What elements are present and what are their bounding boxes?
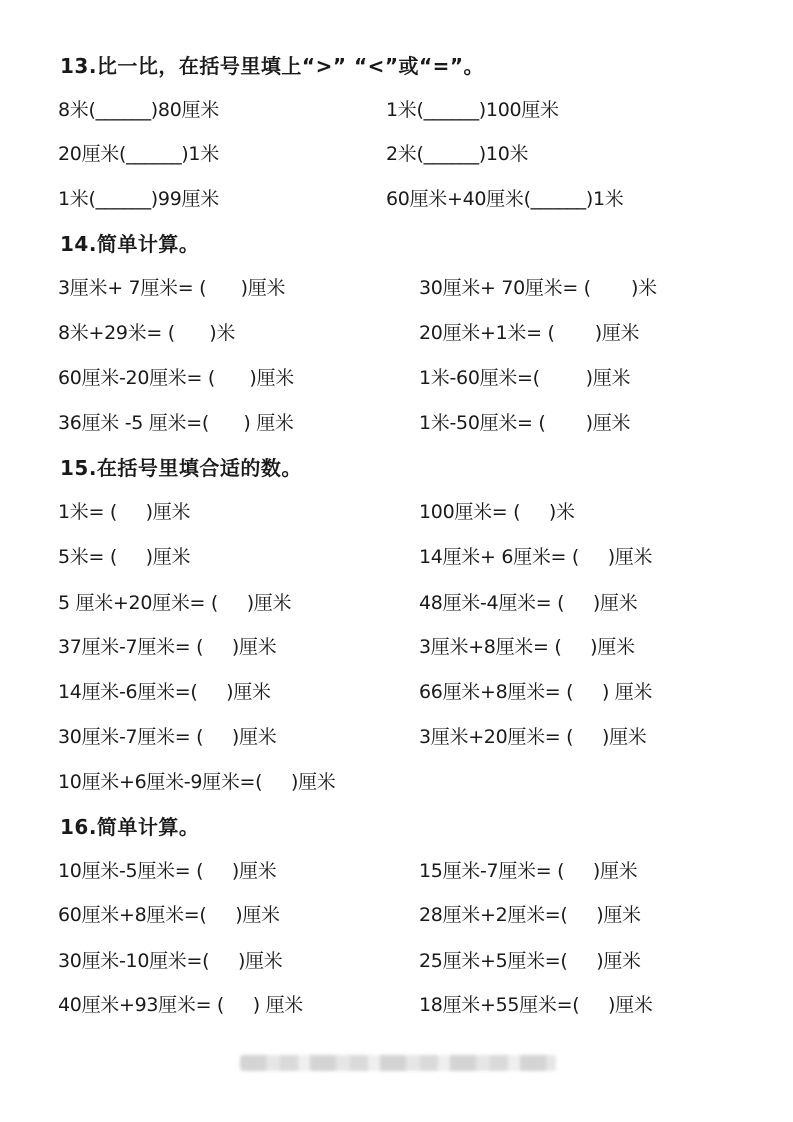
q14-item: 3厘米+ 7厘米= ( )厘米 (58, 277, 286, 299)
q15-item: 3厘米+20厘米= ( )厘米 (419, 726, 647, 748)
q15-title: 15.在括号里填合适的数。 (60, 456, 302, 480)
q16-item: 28厘米+2厘米=( )厘米 (419, 904, 641, 926)
q13-item: 1米(______)99厘米 (58, 188, 219, 210)
q14-item: 60厘米-20厘米= ( )厘米 (58, 367, 294, 389)
q15-item: 1米= ( )厘米 (58, 501, 191, 523)
q13-item: 8米(______)80厘米 (58, 99, 219, 121)
q15-item: 3厘米+8厘米= ( )厘米 (419, 636, 635, 658)
q15-item: 14厘米+ 6厘米= ( )厘米 (419, 546, 653, 568)
q13-title: 13.比一比，在括号里填上“>” “<”或“=”。 (60, 54, 485, 78)
q15-item: 10厘米+6厘米-9厘米=( )厘米 (58, 771, 336, 793)
q14-item: 1米-50厘米= ( )厘米 (419, 412, 631, 434)
q13-item: 60厘米+40厘米(______)1米 (386, 188, 624, 210)
q14-item: 1米-60厘米=( )厘米 (419, 367, 631, 389)
q15-item: 5米= ( )厘米 (58, 546, 191, 568)
q14-item: 20厘米+1米= ( )厘米 (419, 322, 640, 344)
q13-item: 2米(______)10米 (386, 143, 529, 165)
q14-item: 30厘米+ 70厘米= ( )米 (419, 277, 657, 299)
q15-item: 30厘米-7厘米= ( )厘米 (58, 726, 277, 748)
q14-item: 8米+29米= ( )米 (58, 322, 236, 344)
q13-item: 20厘米(______)1米 (58, 143, 219, 165)
q16-item: 60厘米+8厘米=( )厘米 (58, 904, 280, 926)
q16-item: 30厘米-10厘米=( )厘米 (58, 950, 283, 972)
q15-item: 14厘米-6厘米=( )厘米 (58, 681, 271, 703)
q16-item: 10厘米-5厘米= ( )厘米 (58, 860, 277, 882)
q16-item: 40厘米+93厘米= ( ) 厘米 (58, 994, 303, 1016)
blurred-footer-watermark (240, 1055, 556, 1071)
q13-item: 1米(______)100厘米 (386, 99, 559, 121)
q14-item: 36厘米 -5 厘米=( ) 厘米 (58, 412, 294, 434)
q15-item: 5 厘米+20厘米= ( )厘米 (58, 592, 292, 614)
q16-item: 25厘米+5厘米=( )厘米 (419, 950, 641, 972)
q14-title: 14.简单计算。 (60, 232, 200, 256)
q16-item: 15厘米-7厘米= ( )厘米 (419, 860, 638, 882)
q15-item: 66厘米+8厘米= ( ) 厘米 (419, 681, 653, 703)
q16-item: 18厘米+55厘米=( )厘米 (419, 994, 653, 1016)
q16-title: 16.简单计算。 (60, 815, 200, 839)
q15-item: 100厘米= ( )米 (419, 501, 575, 523)
q15-item: 48厘米-4厘米= ( )厘米 (419, 592, 638, 614)
q15-item: 37厘米-7厘米= ( )厘米 (58, 636, 277, 658)
